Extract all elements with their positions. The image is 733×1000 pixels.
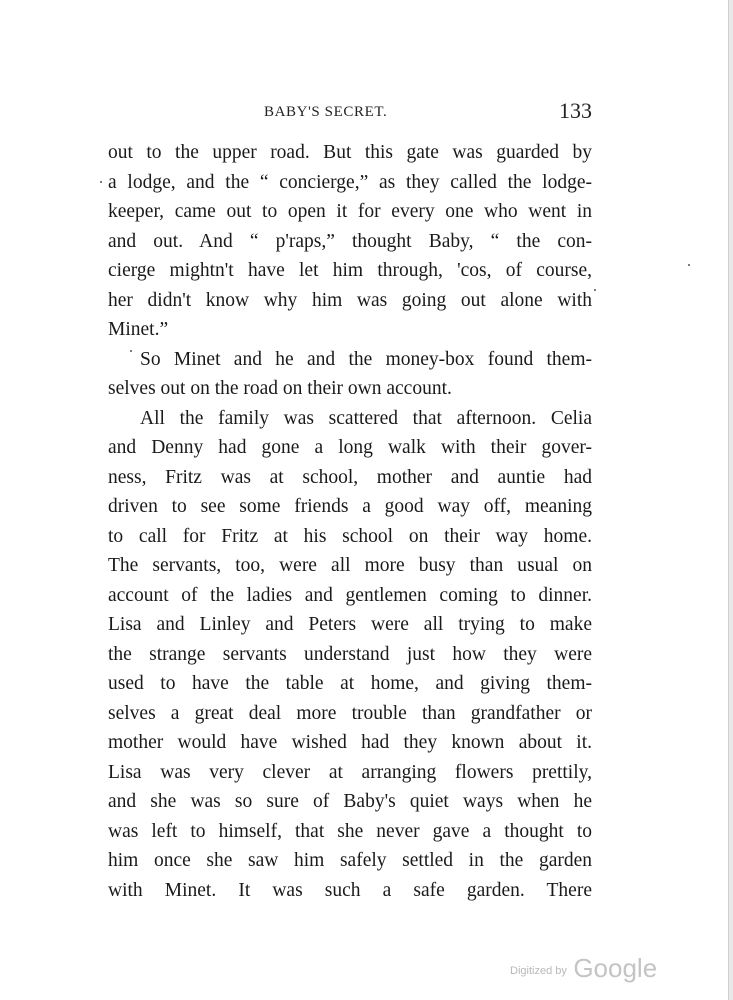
text-line: the strange servants understand just how they were <box>108 643 592 665</box>
text-line: out to the upper road. But this gate was guarded by <box>108 142 592 163</box>
scan-edge <box>728 0 733 1000</box>
text-line: So Minet and he and the money-box found them- <box>140 348 592 370</box>
text-line: selves out on the road on their own account. <box>108 378 452 399</box>
text-line: and Denny had gone a long walk with their gover- <box>108 437 592 458</box>
scan-speck <box>688 264 690 266</box>
text-line: mother would have wished had they known about it. <box>108 732 592 753</box>
running-head: BABY'S SECRET. <box>264 104 388 120</box>
text-line: driven to see some friends a good way off, meaning <box>108 496 592 517</box>
text-line: Lisa and Linley and Peters were all trying to make <box>108 614 592 635</box>
text-line: ness, Fritz was at school, mother and auntie had <box>108 466 592 488</box>
text-line: was left to himself, that she never gave a thought to <box>108 820 592 842</box>
text-line: and out. And “ p'raps,” thought Baby, “ the con- <box>108 230 592 252</box>
text-line: selves a great deal more trouble than grandfather or <box>108 702 592 724</box>
text-line: used to have the table at home, and giving them- <box>108 673 592 694</box>
text-line: keeper, came out to open it for every one who went in <box>108 201 592 222</box>
page-number: 133 <box>559 98 592 123</box>
scan-speck <box>100 181 102 183</box>
text-line: and she was so sure of Baby's quiet ways when he <box>108 791 592 812</box>
text-line: a lodge, and the “ concierge,” as they called the lodge- <box>108 171 592 193</box>
scan-speck <box>130 350 132 352</box>
body-text <box>108 138 592 905</box>
scan-speck <box>594 289 596 291</box>
text-line: The servants, too, were all more busy than usual on <box>108 555 592 576</box>
page-header <box>108 98 592 126</box>
text-line: him once she saw him safely settled in the garden <box>108 850 592 871</box>
text-line: cierge mightn't have let him through, 'cos, of course, <box>108 260 592 281</box>
google-logo: Google <box>573 953 658 983</box>
text-line: to call for Fritz at his school on their way home. <box>108 525 592 547</box>
text-line: her didn't know why him was going out alone with <box>108 289 592 311</box>
digitized-watermark <box>510 953 657 984</box>
text-line: with Minet. It was such a safe garden. There <box>108 879 592 901</box>
text-line: All the family was scattered that afternoon. Celia <box>140 407 592 429</box>
watermark-prefix: Digitized by <box>510 965 567 977</box>
text-line: Minet.” <box>108 319 169 340</box>
text-line: Lisa was very clever at arranging flowers prettily, <box>108 761 592 783</box>
text-line: account of the ladies and gentlemen coming to dinner. <box>108 584 592 606</box>
